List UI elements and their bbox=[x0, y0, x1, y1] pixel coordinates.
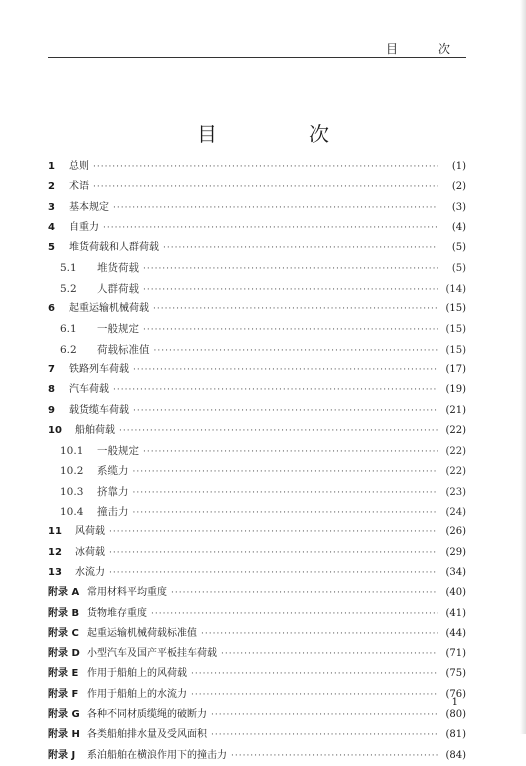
toc-entry-page: (15) bbox=[445, 303, 466, 315]
toc-entry[interactable] bbox=[48, 157, 466, 177]
toc-leader-dots bbox=[109, 543, 438, 563]
toc-entry-number: 10 bbox=[48, 424, 62, 436]
toc-entry-page: (29) bbox=[445, 546, 466, 558]
toc-entry-page: (84) bbox=[445, 749, 466, 761]
toc-entry-page: (26) bbox=[445, 526, 466, 538]
toc-entry[interactable] bbox=[48, 685, 466, 705]
toc-leader-dots bbox=[133, 401, 438, 421]
toc-entry[interactable] bbox=[48, 340, 466, 360]
toc-entry-page: (23) bbox=[445, 486, 466, 498]
toc-entry-page: (76) bbox=[445, 688, 466, 700]
toc-entry-label: 一般规定 bbox=[97, 445, 139, 458]
toc-entry-number: 6.2 bbox=[60, 343, 77, 356]
toc-entry-number: 7 bbox=[48, 363, 55, 375]
toc-leader-dots bbox=[201, 624, 438, 644]
table-of-contents bbox=[48, 157, 466, 766]
toc-entry-label: 各类船舶排水量及受风面积 bbox=[87, 729, 207, 741]
toc-entry-label: 基本规定 bbox=[69, 201, 109, 213]
toc-entry[interactable] bbox=[48, 380, 466, 400]
toc-entry-label: 撞击力 bbox=[97, 506, 129, 519]
toc-entry-label: 铁路列车荷载 bbox=[69, 363, 129, 375]
toc-leader-dots bbox=[93, 157, 438, 177]
toc-entry-number: 附录 E bbox=[48, 668, 79, 680]
toc-leader-dots bbox=[143, 442, 438, 462]
toc-entry-page: (19) bbox=[445, 384, 466, 396]
toc-entry[interactable] bbox=[48, 482, 466, 502]
toc-entry-page: (80) bbox=[445, 709, 466, 721]
toc-entry[interactable] bbox=[48, 299, 466, 319]
toc-entry-number: 6 bbox=[48, 303, 55, 315]
toc-entry-page: (81) bbox=[445, 729, 466, 741]
toc-entry-number: 12 bbox=[48, 546, 62, 558]
toc-entry-number: 8 bbox=[48, 384, 55, 396]
toc-leader-dots bbox=[231, 746, 438, 766]
toc-entry[interactable] bbox=[48, 258, 466, 278]
toc-entry-number: 4 bbox=[48, 221, 55, 233]
toc-entry-label: 常用材料平均重度 bbox=[87, 587, 167, 599]
toc-entry-number: 9 bbox=[48, 404, 55, 416]
toc-entry-number: 5.1 bbox=[60, 262, 77, 275]
toc-entry-page: (1) bbox=[451, 161, 466, 172]
toc-entry[interactable] bbox=[48, 441, 466, 461]
toc-leader-dots bbox=[103, 218, 438, 238]
toc-entry-label: 货物堆存重度 bbox=[87, 607, 147, 619]
toc-entry-label: 系泊船舶在横浪作用下的撞击力 bbox=[87, 749, 227, 761]
toc-entry-number: 2 bbox=[48, 181, 55, 193]
toc-leader-dots bbox=[133, 360, 438, 380]
toc-entry-page: (3) bbox=[451, 201, 466, 213]
toc-entry-label: 作用于船舶上的水流力 bbox=[87, 688, 187, 700]
toc-leader-dots bbox=[113, 198, 438, 218]
toc-entry-number: 附录 B bbox=[48, 607, 80, 619]
toc-leader-dots bbox=[151, 604, 438, 624]
toc-leader-dots bbox=[191, 664, 438, 684]
toc-entry[interactable] bbox=[48, 401, 466, 421]
toc-entry[interactable] bbox=[48, 502, 466, 522]
toc-entry-label: 起重运输机械荷载 bbox=[69, 303, 149, 315]
toc-entry-number: 13 bbox=[48, 566, 62, 578]
toc-entry[interactable] bbox=[48, 360, 466, 380]
running-head: 目 次 bbox=[385, 42, 464, 56]
toc-entry-label: 自重力 bbox=[69, 221, 99, 233]
toc-entry-page: (4) bbox=[451, 221, 466, 233]
toc-entry-label: 人群荷载 bbox=[97, 282, 139, 295]
toc-leader-dots bbox=[143, 280, 438, 300]
toc-entry-page: (21) bbox=[445, 404, 466, 416]
toc-entry-label: 堆货荷载 bbox=[97, 262, 139, 275]
toc-entry-label: 总则 bbox=[69, 161, 89, 172]
toc-leader-dots bbox=[113, 380, 438, 400]
toc-entry-number: 附录 F bbox=[48, 688, 79, 700]
toc-entry[interactable] bbox=[48, 198, 466, 218]
toc-entry-page: (40) bbox=[445, 587, 466, 599]
toc-leader-dots bbox=[171, 583, 438, 603]
toc-entry-number: 10.1 bbox=[60, 445, 84, 458]
toc-entry-number: 11 bbox=[48, 526, 62, 538]
toc-leader-dots bbox=[109, 522, 438, 542]
toc-leader-dots bbox=[163, 238, 438, 258]
toc-entry-number: 附录 H bbox=[48, 729, 80, 741]
toc-entry-number: 3 bbox=[48, 201, 55, 213]
toc-entry-label: 荷载标准值 bbox=[97, 343, 150, 356]
page-title: 目 次 bbox=[197, 122, 365, 146]
toc-entry-number: 5 bbox=[48, 242, 55, 254]
toc-entry-label: 一般规定 bbox=[97, 323, 139, 336]
toc-entry[interactable] bbox=[48, 421, 466, 441]
toc-entry-label: 堆货荷载和人群荷载 bbox=[69, 242, 159, 254]
toc-entry-label: 起重运输机械荷载标准值 bbox=[87, 627, 197, 639]
toc-entry-label: 汽车荷载 bbox=[69, 384, 109, 396]
toc-entry[interactable] bbox=[48, 725, 466, 745]
toc-entry-number: 附录 A bbox=[48, 587, 80, 599]
toc-leader-dots bbox=[133, 462, 439, 482]
toc-leader-dots bbox=[133, 483, 439, 503]
toc-entry-number: 5.2 bbox=[60, 282, 77, 295]
toc-entry-label: 作用于船舶上的风荷载 bbox=[87, 668, 187, 680]
toc-entry-page: (2) bbox=[451, 181, 466, 193]
toc-entry[interactable] bbox=[48, 644, 466, 664]
toc-entry-label: 船舶荷载 bbox=[75, 424, 115, 436]
toc-entry-label: 小型汽车及国产平板挂车荷载 bbox=[87, 648, 217, 660]
toc-leader-dots bbox=[143, 320, 438, 340]
toc-entry-number: 1 bbox=[48, 161, 55, 172]
toc-leader-dots bbox=[93, 177, 438, 197]
toc-entry[interactable] bbox=[48, 664, 466, 684]
toc-entry-label: 术语 bbox=[69, 181, 89, 193]
toc-leader-dots bbox=[211, 725, 438, 745]
toc-entry-page: (15) bbox=[445, 344, 466, 356]
toc-leader-dots bbox=[211, 705, 438, 725]
toc-entry-number: 附录 D bbox=[48, 648, 80, 660]
toc-entry-page: (22) bbox=[445, 424, 466, 436]
toc-entry-number: 6.1 bbox=[60, 323, 77, 336]
toc-leader-dots bbox=[154, 341, 439, 361]
toc-entry[interactable] bbox=[48, 238, 466, 258]
toc-entry[interactable] bbox=[48, 583, 466, 603]
toc-leader-dots bbox=[119, 421, 438, 441]
toc-entry[interactable] bbox=[48, 522, 466, 542]
toc-leader-dots bbox=[153, 299, 438, 319]
toc-entry-label: 冰荷载 bbox=[75, 546, 105, 558]
toc-entry[interactable] bbox=[48, 543, 466, 563]
toc-entry[interactable] bbox=[48, 624, 466, 644]
toc-entry-page: (22) bbox=[445, 446, 466, 458]
toc-leader-dots bbox=[221, 644, 438, 664]
header-rule bbox=[48, 57, 466, 58]
toc-entry-label: 挤靠力 bbox=[97, 485, 129, 498]
toc-entry-number: 附录 G bbox=[48, 709, 80, 721]
toc-entry[interactable] bbox=[48, 177, 466, 197]
toc-entry-page: (17) bbox=[445, 363, 466, 375]
toc-entry-number: 附录 J bbox=[48, 749, 76, 761]
toc-entry[interactable] bbox=[48, 705, 466, 725]
toc-entry[interactable] bbox=[48, 319, 466, 339]
toc-leader-dots bbox=[191, 685, 438, 705]
toc-entry-label: 各种不同材质缆绳的破断力 bbox=[87, 709, 207, 721]
toc-entry[interactable] bbox=[48, 746, 466, 766]
toc-entry-page: (41) bbox=[445, 607, 466, 619]
toc-entry-number: 10.4 bbox=[60, 506, 84, 519]
toc-entry-label: 风荷载 bbox=[75, 526, 105, 538]
toc-entry-page: (22) bbox=[445, 466, 466, 478]
toc-entry-page: (14) bbox=[445, 283, 466, 295]
toc-leader-dots bbox=[133, 503, 439, 523]
toc-entry-page: (5) bbox=[451, 242, 466, 254]
toc-entry-number: 附录 C bbox=[48, 627, 79, 639]
toc-entry[interactable] bbox=[48, 461, 466, 481]
toc-entry-page: (5) bbox=[451, 263, 466, 275]
toc-entry-label: 载货缆车荷载 bbox=[69, 404, 129, 416]
toc-leader-dots bbox=[109, 563, 438, 583]
toc-entry-number: 10.3 bbox=[60, 485, 84, 498]
toc-entry-number: 10.2 bbox=[60, 465, 84, 478]
toc-entry-page: (71) bbox=[445, 648, 466, 660]
toc-entry-page: (75) bbox=[445, 668, 466, 680]
page-number: 1 bbox=[451, 697, 458, 708]
toc-entry[interactable] bbox=[48, 218, 466, 238]
toc-entry[interactable] bbox=[48, 604, 466, 624]
toc-entry-page: (24) bbox=[445, 507, 466, 519]
toc-entry-label: 水流力 bbox=[75, 566, 105, 578]
toc-leader-dots bbox=[143, 259, 438, 279]
toc-entry-page: (15) bbox=[445, 324, 466, 336]
toc-entry-page: (44) bbox=[445, 627, 466, 639]
toc-entry[interactable] bbox=[48, 563, 466, 583]
toc-entry[interactable] bbox=[48, 279, 466, 299]
toc-entry-label: 系缆力 bbox=[97, 465, 129, 478]
toc-entry-page: (34) bbox=[445, 566, 466, 578]
